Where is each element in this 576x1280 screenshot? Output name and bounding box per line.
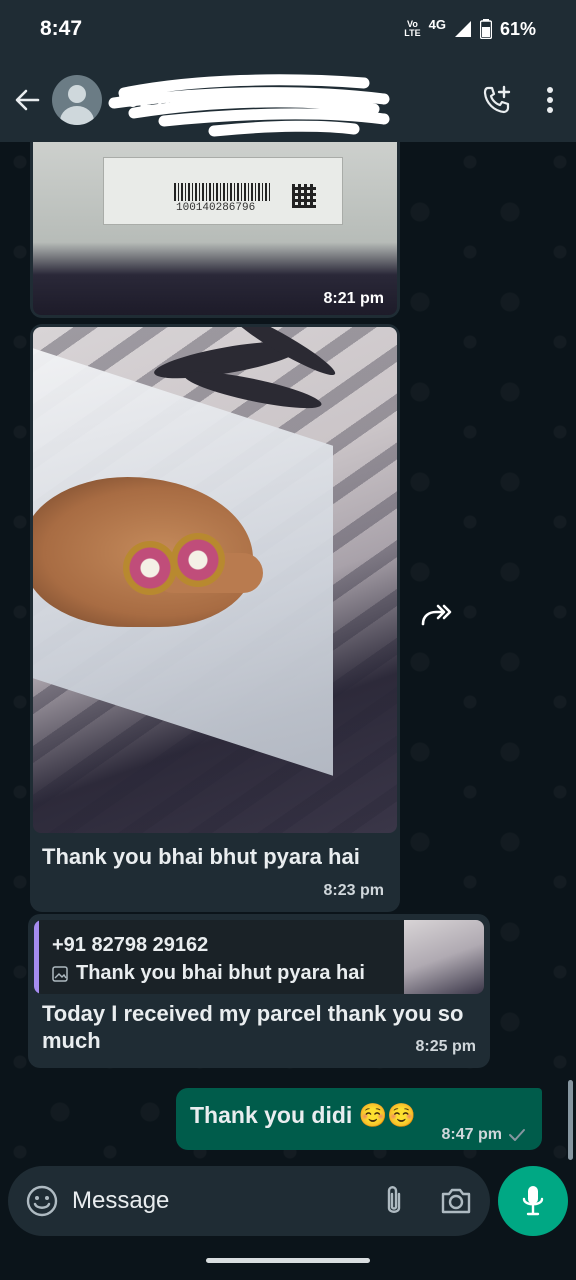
message-input[interactable]: Message: [72, 1187, 170, 1214]
quoted-text: Thank you bhai bhut pyara hai: [76, 962, 365, 984]
message-list[interactable]: [0, 142, 576, 1166]
status-time: 8:47: [40, 17, 83, 40]
contact-name[interactable]: +91 82798 29162: [114, 87, 374, 113]
chat-header: [0, 58, 576, 142]
message-caption: Thank you bhai bhut pyara hai: [42, 844, 360, 869]
message-timestamp: 8:21 pm: [323, 290, 384, 307]
quote-accent-bar: [34, 920, 39, 994]
forward-icon[interactable]: [420, 602, 454, 628]
microphone-icon[interactable]: [521, 1184, 545, 1218]
quoted-sender: +91 82798 29162: [52, 934, 209, 956]
qr-code-image: [292, 184, 316, 208]
back-arrow-icon[interactable]: [14, 87, 40, 113]
attach-button[interactable]: [384, 1184, 404, 1218]
voice-message-button[interactable]: [498, 1166, 568, 1236]
forward-button[interactable]: [412, 590, 462, 640]
ring-left-image: [123, 541, 177, 595]
status-bar: [0, 0, 576, 58]
signal-icon: [454, 20, 472, 38]
redaction-scribble: [104, 69, 394, 149]
kebab-menu-icon[interactable]: [546, 87, 554, 113]
quoted-text-row: [52, 962, 365, 985]
message-timestamp: 8:25 pm: [415, 1038, 476, 1055]
phone-plus-icon[interactable]: [482, 85, 512, 115]
message-text: Thank you didi ☺️☺️: [190, 1102, 416, 1128]
rings-photo[interactable]: [33, 327, 397, 833]
shipping-label: [103, 157, 343, 225]
network-type: 4G: [428, 16, 446, 32]
system-nav-bar: [0, 1240, 576, 1280]
battery-percent: 61%: [499, 18, 536, 39]
sent-check-icon: [508, 1128, 526, 1142]
add-call-button[interactable]: [482, 85, 512, 115]
emoji-icon[interactable]: [26, 1185, 58, 1217]
message-image-parcel[interactable]: [30, 142, 400, 318]
message-timestamp: 8:23 pm: [323, 882, 384, 899]
avatar[interactable]: [52, 75, 102, 125]
status-icons: [404, 16, 536, 40]
quoted-message[interactable]: [34, 920, 484, 994]
volte-icon: Vo LTE: [404, 19, 421, 38]
paperclip-icon[interactable]: [384, 1184, 404, 1218]
scrollbar[interactable]: [568, 1080, 573, 1160]
emoji-button[interactable]: [26, 1185, 58, 1217]
message-timestamp: 8:47 pm: [441, 1126, 502, 1143]
message-image-rings[interactable]: [30, 324, 400, 912]
message-composer[interactable]: [8, 1166, 490, 1236]
quoted-thumbnail: [404, 920, 484, 994]
ring-right-image: [171, 533, 225, 587]
barcode-image: [174, 183, 272, 201]
header-actions: [482, 85, 576, 115]
camera-button[interactable]: [440, 1187, 472, 1215]
message-text: Today I received my parcel thank you so much: [42, 1001, 464, 1053]
barcode-number: 100140286796: [176, 202, 256, 214]
image-icon: [52, 966, 68, 982]
back-button[interactable]: [2, 87, 52, 113]
more-options-button[interactable]: [546, 87, 554, 113]
message-reply[interactable]: [28, 914, 490, 1068]
battery-icon: [480, 19, 492, 39]
message-outgoing[interactable]: [176, 1088, 542, 1150]
home-indicator[interactable]: [206, 1258, 370, 1263]
camera-icon[interactable]: [440, 1187, 472, 1215]
